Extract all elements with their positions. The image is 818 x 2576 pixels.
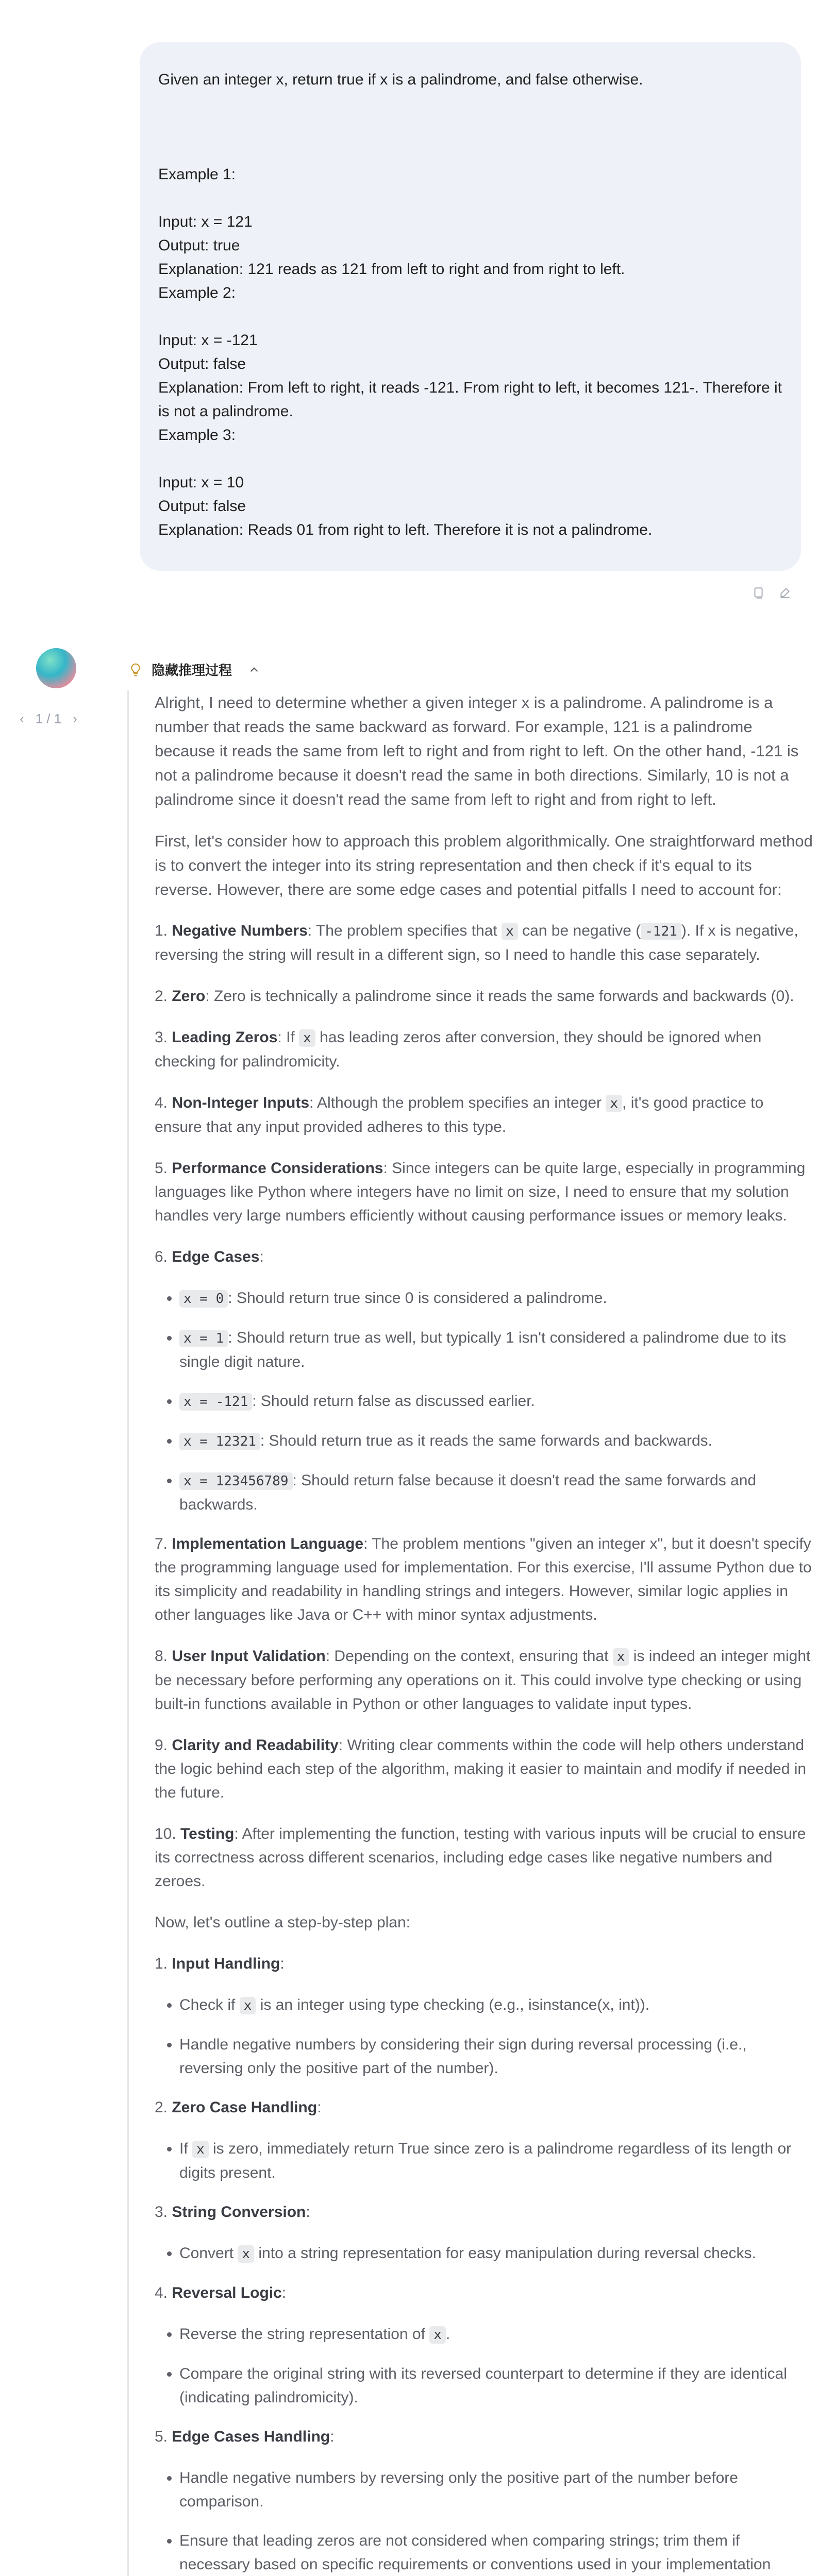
item-number: 9. xyxy=(155,1737,172,1754)
plan-bullet xyxy=(179,2323,814,2347)
consideration-item xyxy=(155,1026,814,1074)
inline-code: x xyxy=(192,2141,209,2158)
plan-step-title xyxy=(155,1952,814,1976)
plan-bullet xyxy=(179,2362,814,2410)
user-message-line: Input: x = 121 xyxy=(158,213,253,230)
item-text: : Depending on the context, ensuring that xyxy=(325,1648,613,1665)
edge-case-text: : Should return true as it reads the same forwards and backwards. xyxy=(260,1432,712,1449)
consideration-item xyxy=(155,1157,814,1228)
bullet-text: Ensure that leading zeros are not considered when comparing strings; trim them if necessary based on specific requirements or conventions used in your implementation xyxy=(179,2532,771,2573)
item-title: String Conversion xyxy=(172,2204,306,2221)
user-message-line: Input: x = 10 xyxy=(158,474,244,491)
item-text: ). If x is negative, reversing the string will result in a different sign, so I need to handle this case separately. xyxy=(155,922,798,963)
consideration-item xyxy=(155,1822,814,1893)
user-message-line xyxy=(158,305,783,329)
plan-step-title xyxy=(155,2096,814,2120)
item-text: : Since integers can be quite large, especially in programming languages like Python where integers have no limit on size, I need to ensure that my solution handles very large numbers efficiently without causing performance issues or memory leaks. xyxy=(155,1160,806,1224)
bullet-text: Handle negative numbers by considering their sign during reversal processing (i.e., reversing only the positive part of the number). xyxy=(179,2036,747,2077)
bullet-text: Compare the original string with its reversed counterpart to determine if they are identical (indicating palindromicity). xyxy=(179,2365,787,2406)
item-number: 3. xyxy=(155,2204,172,2221)
bullet-text: . xyxy=(445,2326,450,2343)
inline-code: x = 1 xyxy=(179,1330,228,1347)
edge-case-text: : Should return true since 0 is considered a palindrome. xyxy=(228,1290,607,1307)
user-message-bubble xyxy=(140,42,801,571)
item-title: User Input Validation xyxy=(172,1648,326,1665)
inline-code: x xyxy=(240,1997,256,2014)
plan-bullet xyxy=(179,2242,814,2266)
edge-case-text: : Should return false as discussed earlier. xyxy=(252,1393,535,1410)
item-text: : xyxy=(330,2428,335,2445)
inline-code: x xyxy=(502,923,518,940)
bullet-text: If xyxy=(179,2140,193,2157)
edit-icon[interactable] xyxy=(778,586,792,600)
item-text: : xyxy=(281,2284,287,2301)
consideration-item xyxy=(155,1091,814,1139)
item-title: Edge Cases Handling xyxy=(172,2428,330,2445)
item-title: Reversal Logic xyxy=(172,2284,282,2301)
consideration-item xyxy=(155,1532,814,1627)
item-number: 10. xyxy=(155,1825,181,1842)
item-number: 4. xyxy=(155,1094,172,1111)
user-message-line xyxy=(158,447,783,471)
edge-case-item xyxy=(179,1389,814,1414)
edge-case-item xyxy=(179,1286,814,1311)
consideration-item xyxy=(155,919,814,967)
plan-bullets xyxy=(155,1993,814,2080)
user-message-line: Explanation: Reads 01 from right to left. Therefore it is not a palindrome. xyxy=(158,521,653,538)
inline-code: x xyxy=(429,2326,446,2344)
item-text: : xyxy=(306,2204,310,2221)
item-text: : xyxy=(317,2099,322,2116)
consideration-item xyxy=(155,985,814,1008)
plan-list xyxy=(155,1952,814,2576)
inline-code: x = -121 xyxy=(179,1393,252,1411)
item-number: 3. xyxy=(155,1029,172,1046)
edge-cases-list xyxy=(155,1286,814,1517)
inline-code: x xyxy=(606,1095,622,1112)
lightbulb-icon xyxy=(128,662,143,677)
item-text: can be negative ( xyxy=(517,922,641,939)
inline-code: x xyxy=(238,2245,254,2263)
chevron-right-icon[interactable]: › xyxy=(73,711,77,726)
item-text: : The problem mentions "given an integer x", but it doesn't specify the programming language used for implementation. For this exercise, I'll assume Python due to its simplicity and readability in handling strings and integers. However, similar logic applies in other languages like Java or C++ with minor syntax adjustments. xyxy=(155,1535,812,1623)
plan-bullets xyxy=(155,2466,814,2576)
plan-bullets xyxy=(155,2137,814,2185)
item-number: 2. xyxy=(155,2099,172,2116)
item-number: 2. xyxy=(155,988,172,1005)
user-message-line xyxy=(158,139,783,163)
edge-case-item xyxy=(179,1429,814,1453)
user-message-line: Output: false xyxy=(158,498,246,515)
user-message-line xyxy=(158,187,783,210)
item-text: : If xyxy=(277,1029,299,1046)
item-title: Implementation Language xyxy=(172,1535,364,1552)
plan-step-title xyxy=(155,2281,814,2305)
item-title: Zero xyxy=(172,988,206,1005)
reasoning-content xyxy=(127,690,818,2576)
item-number: 4. xyxy=(155,2284,172,2301)
item-number: 1. xyxy=(155,922,172,939)
item-text: : xyxy=(280,1955,285,1972)
inline-code: x xyxy=(613,1648,629,1666)
item-number: 1. xyxy=(155,1955,172,1972)
consideration-item xyxy=(155,1645,814,1716)
plan-bullets xyxy=(155,2242,814,2266)
inline-code: x xyxy=(299,1029,315,1047)
plan-step-title xyxy=(155,2200,814,2224)
item-text: : After implementing the function, testing with various inputs will be crucial to ensure its correctness across different scenarios, including edge cases like negative numbers and zeroes. xyxy=(155,1825,806,1890)
assistant-avatar xyxy=(36,648,76,688)
bullet-text: Convert xyxy=(179,2245,238,2262)
item-text: : Writing clear comments within the code will help others understand the logic behind each step of the algorithm, making it easier to maintain and modify if needed in the future. xyxy=(155,1737,807,1801)
item-title: Clarity and Readability xyxy=(172,1737,339,1754)
edge-cases-title: 6. Edge Cases: xyxy=(155,1248,264,1265)
inline-code: x = 123456789 xyxy=(179,1472,293,1490)
consideration-item xyxy=(155,1734,814,1805)
item-text: : Although the problem specifies an integer xyxy=(309,1094,606,1111)
plan-bullets xyxy=(155,2323,814,2410)
plan-bullet xyxy=(179,2137,814,2185)
item-text: , it's good practice to ensure that any input provided adheres to this type. xyxy=(155,1094,764,1136)
reasoning-approach: First, let's consider how to approach this problem algorithmically. One straightforward method is to convert the integer into its string representation and then check if it's equal to its reverse. However, there are some edge cases and potential pitfalls I need to account for: xyxy=(155,832,813,899)
plan-bullet xyxy=(179,2529,814,2576)
user-message-actions xyxy=(752,586,792,600)
plan-bullet xyxy=(179,2033,814,2080)
item-text: : The problem specifies that xyxy=(307,922,502,939)
item-title: Performance Considerations xyxy=(172,1160,383,1177)
bullet-text: is zero, immediately return True since zero is a palindrome regardless of its length or digits present. xyxy=(179,2140,792,2181)
item-title: Leading Zeros xyxy=(172,1029,278,1046)
user-message-line: Explanation: From left to right, it reads -121. From right to left, it becomes 121-. Therefore it is not a palindrome. xyxy=(158,379,787,420)
user-message-line: Input: x = -121 xyxy=(158,332,258,349)
bullet-text: Reverse the string representation of xyxy=(179,2326,430,2343)
item-title: Negative Numbers xyxy=(172,922,308,939)
user-message-line xyxy=(158,92,783,115)
plan-bullet xyxy=(179,2466,814,2514)
item-number: 7. xyxy=(155,1535,172,1552)
chevron-left-icon[interactable]: ‹ xyxy=(20,711,24,726)
plan-intro: Now, let's outline a step-by-step plan: xyxy=(155,1914,410,1931)
bullet-text: Handle negative numbers by reversing only the positive part of the number before comparison. xyxy=(179,2469,738,2510)
pager-label: 1 / 1 xyxy=(35,711,62,726)
bullet-text: is an integer using type checking (e.g., isinstance(x, int)). xyxy=(256,1996,650,2013)
bullet-text: Check if xyxy=(179,1996,240,2013)
response-pager xyxy=(20,711,77,727)
item-text: has leading zeros after conversion, they should be ignored when checking for palindromicity. xyxy=(155,1029,762,1070)
user-message-line: Example 2: xyxy=(158,284,236,301)
user-message-line: Example 3: xyxy=(158,427,236,444)
item-title: Testing xyxy=(180,1825,235,1842)
item-text: : Zero is technically a palindrome since it reads the same forwards and backwards (0). xyxy=(205,988,794,1005)
reasoning-header-label: 隐藏推理过程 xyxy=(152,663,232,678)
plan-step-title xyxy=(155,2425,814,2449)
inline-code: -121 xyxy=(641,923,681,940)
inline-code: x = 12321 xyxy=(179,1433,260,1450)
item-title: Non-Integer Inputs xyxy=(172,1094,310,1111)
bullet-text: into a string representation for easy manipulation during reversal checks. xyxy=(254,2245,756,2262)
item-title: Input Handling xyxy=(172,1955,280,1972)
edge-case-item xyxy=(179,1469,814,1517)
user-message-line: Output: false xyxy=(158,355,246,372)
item-number: 8. xyxy=(155,1648,172,1665)
reasoning-intro: Alright, I need to determine whether a given integer x is a palindrome. A palindrome is a number that reads the same backward as forward. For example, 121 is a palindrome because it reads the same from left to right and from right to left. On the other hand, -121 is not a palindrome because it doesn't read the same in both directions. Similarly, 10 is not a palindrome since it doesn't read the same from left to right and from right to left. xyxy=(155,693,799,808)
item-title: Zero Case Handling xyxy=(172,2099,318,2116)
plan-bullet xyxy=(179,1993,814,2018)
chevron-up-icon[interactable] xyxy=(247,663,261,676)
user-message-line: Explanation: 121 reads as 121 from left to right and from right to left. xyxy=(158,261,625,278)
user-message-line xyxy=(158,115,783,139)
item-number: 5. xyxy=(155,1160,172,1177)
user-message-line: Example 1: xyxy=(158,166,236,183)
inline-code: x = 0 xyxy=(179,1290,228,1308)
edge-case-item xyxy=(179,1326,814,1374)
user-message-line: Output: true xyxy=(158,237,240,254)
edge-case-text: : Should return true as well, but typically 1 isn't considered a palindrome due to its single digit nature. xyxy=(179,1329,787,1370)
item-text: is indeed an integer might be necessary before performing any operations on it. This could involve type checking or using built-in functions available in Python or other languages to validate input types. xyxy=(155,1648,811,1713)
more-considerations-list xyxy=(155,1532,814,1893)
user-message-line: Given an integer x, return true if x is a palindrome, and false otherwise. xyxy=(158,71,643,88)
considerations-list xyxy=(155,919,814,1228)
copy-icon[interactable] xyxy=(752,586,765,600)
edge-case-text: : Should return false because it doesn't read the same forwards and backwards. xyxy=(179,1472,757,1513)
reasoning-toggle[interactable] xyxy=(128,660,261,679)
item-number: 5. xyxy=(155,2428,172,2445)
